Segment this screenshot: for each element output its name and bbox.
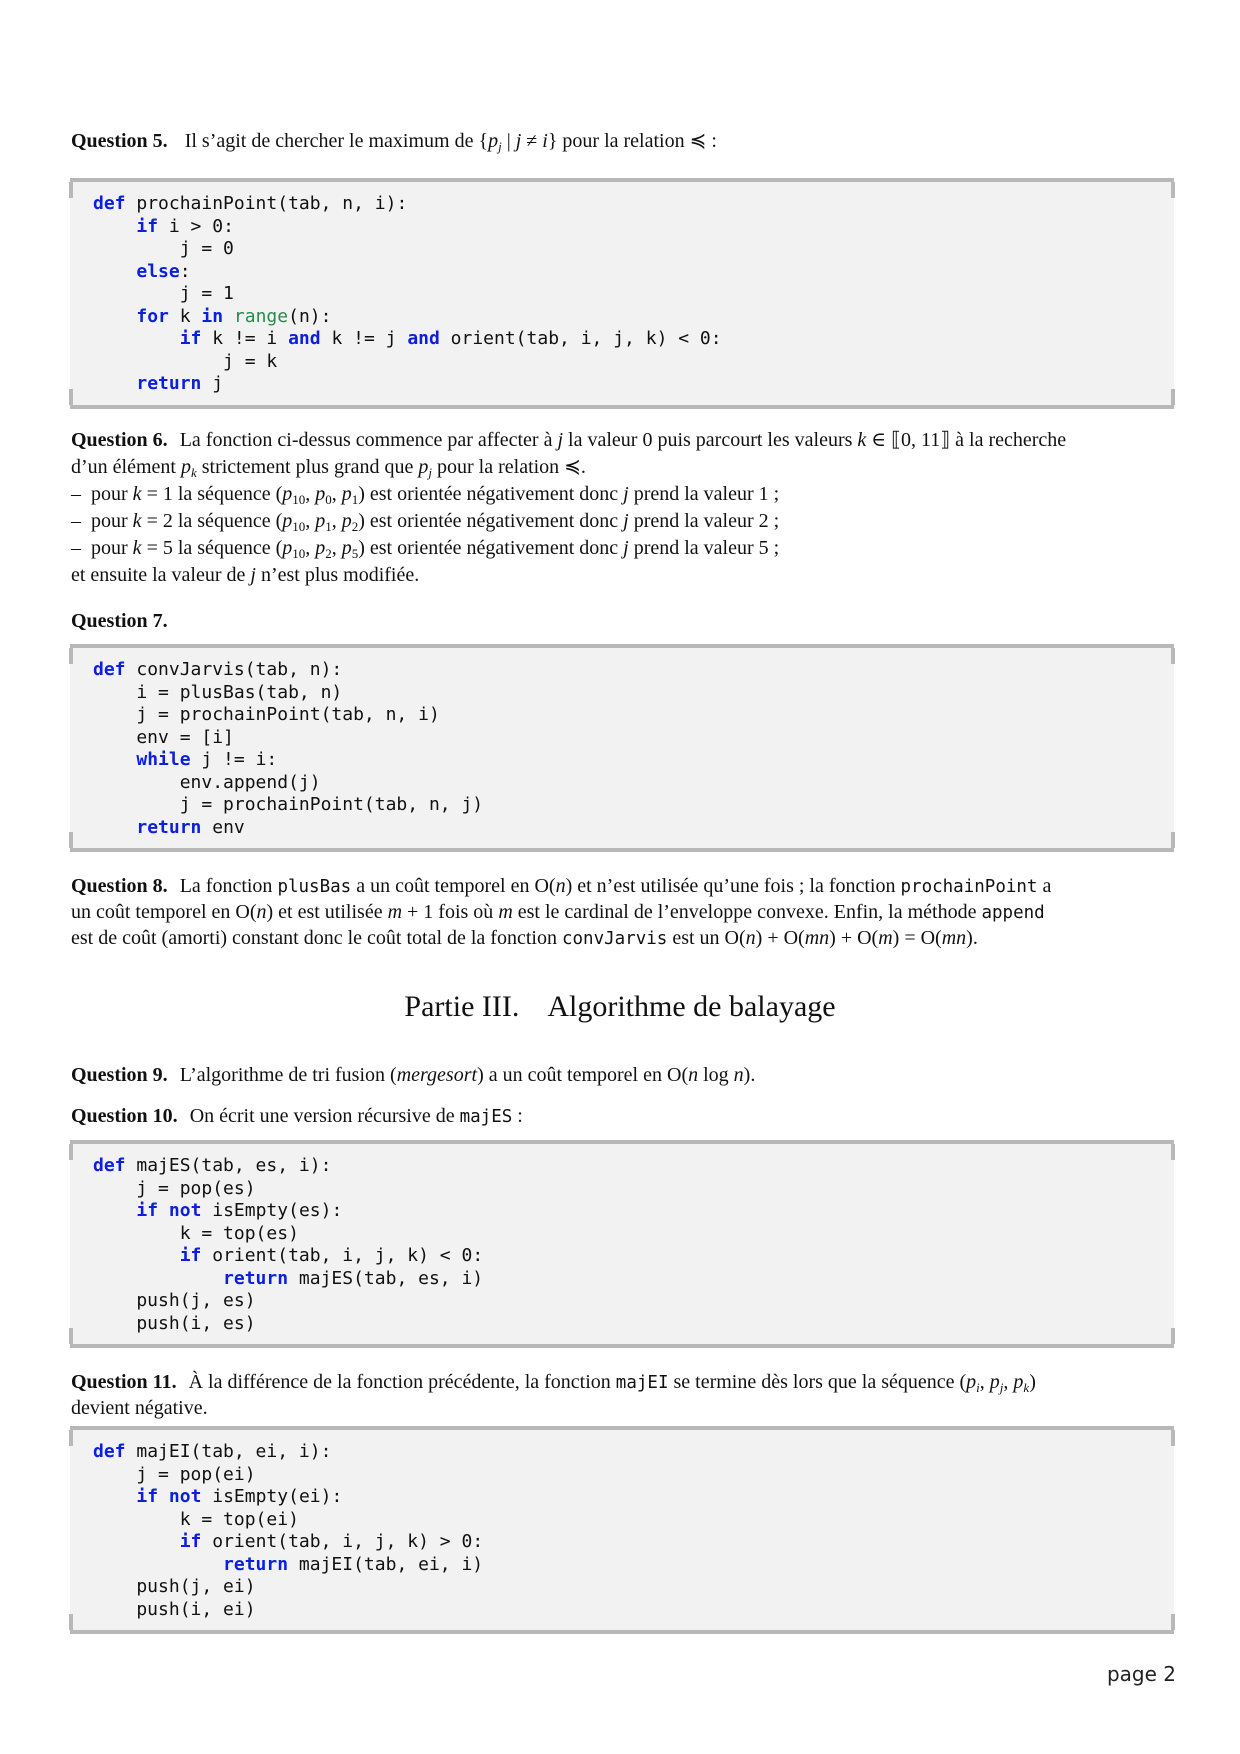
- code-line: if not isEmpty(ei):: [136, 1486, 343, 1507]
- code-listing: [70, 1430, 1174, 1630]
- section-heading: [0, 990, 1240, 1024]
- code-line: return env: [136, 816, 245, 838]
- code-line: j = k: [93, 350, 278, 372]
- list-item: – pour k = 1 la séquence ($p_{10}$, $p_0$, $p_1$) est orientée négativement donc j prend la valeur 1 ;: [71, 483, 780, 507]
- code-line: return majEI(tab, ei, i): [223, 1553, 484, 1575]
- code-line: def majES(tab, es, i):: [93, 1155, 332, 1176]
- sequence-list: [71, 481, 1171, 562]
- frame-corner: [1171, 389, 1175, 405]
- code-line: env.append(j): [93, 771, 321, 793]
- code-listing: [70, 182, 1174, 405]
- code-line: j = pop(ei): [93, 1463, 256, 1485]
- question-label: Question 9.: [71, 1064, 168, 1086]
- code-line: i = plusBas(tab, n): [93, 681, 343, 703]
- frame-corner: [69, 389, 73, 405]
- code-line: return majES(tab, es, i): [223, 1267, 484, 1289]
- question-5: Question 5. Il s’agit de chercher le maximum de {$p_j$ | j ≠ i} pour la relation ≼ :: [71, 130, 717, 154]
- code-line: j = 0: [93, 238, 234, 259]
- frame-corner: [1171, 1144, 1175, 1160]
- code-block-convjarvis: [70, 644, 1174, 852]
- code-line: else:: [136, 260, 191, 282]
- frame-corner: [69, 648, 73, 664]
- code-line: env = [i]: [93, 726, 234, 748]
- question-11: Question 11. À la différence de la fonction précédente, la fonction majEI se termine dès lors que la séquence ($p_i$, $p_j$, $p_k$) devient négative.: [71, 1371, 1036, 1419]
- code-line: if k != i and k != j and orient(tab, i, j, k) < 0:: [179, 328, 722, 349]
- code-line: if orient(tab, i, j, k) < 0:: [179, 1245, 484, 1266]
- list-item: – pour k = 5 la séquence ($p_{10}$, $p_2$, $p_5$) est orientée négativement donc j prend la valeur 5 ;: [71, 537, 780, 561]
- code-line: j = 1: [93, 283, 234, 304]
- frame-corner: [69, 1614, 73, 1630]
- frame-corner: [1171, 648, 1175, 664]
- question-label: Question 7.: [71, 610, 168, 632]
- question-label: Question 6.: [71, 429, 168, 451]
- code-line: for k in range(n):: [136, 305, 332, 327]
- code-line: k = top(es): [93, 1222, 299, 1244]
- frame-corner: [69, 832, 73, 848]
- code-line: push(i, es): [93, 1312, 256, 1334]
- code-line: return j: [136, 373, 224, 394]
- code-line: def prochainPoint(tab, n, i):: [93, 193, 408, 214]
- code-block-prochainpoint: [70, 178, 1174, 409]
- code-line: while j != i:: [136, 749, 278, 770]
- code-line: j = prochainPoint(tab, n, j): [93, 794, 484, 815]
- part-number: Partie III.: [404, 990, 520, 1023]
- frame-corner: [1171, 832, 1175, 848]
- code-listing: [70, 1144, 1174, 1344]
- part-title: Algorithme de balayage: [547, 990, 836, 1023]
- code-line: k = top(ei): [93, 1508, 299, 1530]
- code-listing: [70, 648, 1174, 848]
- code-line: push(j, ei): [93, 1576, 256, 1597]
- question-label: Question 8.: [71, 875, 168, 897]
- code-line: j = prochainPoint(tab, n, i): [93, 704, 440, 725]
- code-line: push(i, ei): [93, 1598, 256, 1620]
- code-line: j = pop(es): [93, 1177, 256, 1199]
- list-item: – pour k = 2 la séquence ($p_{10}$, $p_1$, $p_2$) est orientée négativement donc j prend la valeur 2 ;: [71, 510, 780, 534]
- frame-corner: [1171, 182, 1175, 198]
- code-line: if orient(tab, i, j, k) > 0:: [179, 1531, 484, 1552]
- question-9: Question 9. L’algorithme de tri fusion (mergesort) a un coût temporel en O(n log n).: [71, 1064, 756, 1086]
- question-label: Question 11.: [71, 1371, 177, 1393]
- frame-corner: [1171, 1328, 1175, 1344]
- code-block-majei: [70, 1426, 1174, 1634]
- question-6: Question 6. La fonction ci-dessus commence par affecter à j la valeur 0 puis parcourt les valeurs k ∈ ⟦0, 11⟧ à la recherche d’un élément $p_k$ strictement plus grand que $p_j$ pour la relation ≼. – pour k = 1 la séquence ($p_{10}$, $p_0$, $p_1$) est orientée négativement donc j prend la valeur 1 ; – pour k = 2 la séquence ($p_{10}$, $p_1$, $p_2$) est orientée négativement donc j prend la valeur 2 ; – pour k = 5 la séquence ($p_{10}$, $p_2$, $p_5$) est orientée négativement donc j prend la valeur 5 ; et ensuite la valeur de j n’est plus modifiée.: [71, 427, 1171, 589]
- question-label: Question 10.: [71, 1105, 178, 1127]
- frame-corner: [69, 1328, 73, 1344]
- frame-corner: [69, 182, 73, 198]
- question-10: Question 10. On écrit une version récursive de majES :: [71, 1105, 523, 1127]
- frame-corner: [69, 1430, 73, 1446]
- code-line: def convJarvis(tab, n):: [93, 659, 343, 680]
- code-line: if i > 0:: [136, 215, 234, 237]
- code-line: push(j, es): [93, 1290, 256, 1311]
- question-label: Question 5.: [71, 130, 168, 152]
- frame-corner: [69, 1144, 73, 1160]
- question-8: Question 8. La fonction plusBas a un coût temporel en O(n) et n’est utilisée qu’une fois ; la fonction prochainPoint a un coût temporel en O(n) et est utilisée m + 1 fois où m est le cardinal de l’enveloppe convexe. Enfin, la méthode append est de coût (amorti) constant donc le coût total de la fonction convJarvis est un O(n) + O(mn) + O(m) = O(mn).: [71, 875, 1052, 949]
- question-7: [71, 608, 1171, 635]
- page-number: page 2: [1106, 1662, 1176, 1686]
- code-line: def majEI(tab, ei, i):: [93, 1441, 332, 1462]
- code-block-majes: [70, 1140, 1174, 1348]
- code-line: if not isEmpty(es):: [136, 1200, 343, 1221]
- frame-corner: [1171, 1430, 1175, 1446]
- frame-corner: [1171, 1614, 1175, 1630]
